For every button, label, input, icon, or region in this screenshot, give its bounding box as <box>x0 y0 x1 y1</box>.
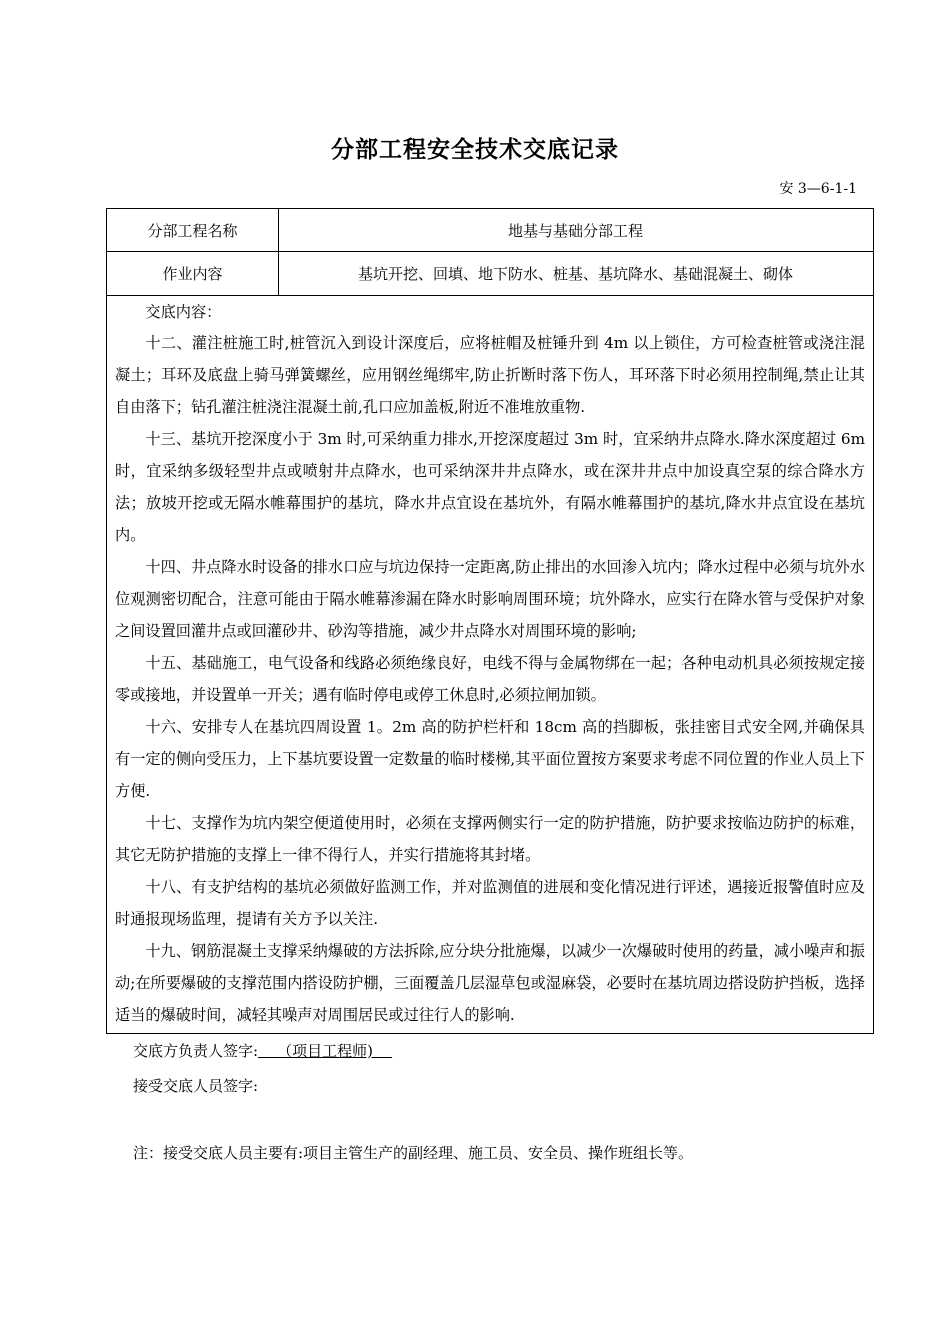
work-content-row <box>107 251 873 296</box>
footnote: 注：接受交底人员主要有:项目主管生产的副经理、施工员、安全员、操作班组长等。 <box>133 1144 694 1162</box>
paragraph-15: 十五、基础施工，电气设备和线路必须绝缘良好，电线不得与金属物绑在一起；各种电动机具必须按规定接零或接地，并设置单一开关；遇有临时停电或停工休息时,必须拉闸加锁。 <box>115 654 865 704</box>
paragraph-17: 十七、支撑作为坑内架空便道使用时，必须在支撑两侧实行一定的防护措施，防护要求按临边防护的标难，其它无防护措施的支撑上一律不得行人，并实行措施将其封堵。 <box>115 814 865 864</box>
project-name-label: 分部工程名称 <box>107 209 279 251</box>
paragraph-16: 十六、安排专人在基坑四周设置 1。2m 高的防护栏杆和 18cm 高的挡脚板，张挂密目式安全网,并确保具有一定的侧向受压力，上下基坑要设置一定数量的临时楼梯,其平面位置按方案要求考虑不同位置的作业人员上下方便. <box>115 718 865 800</box>
project-name-value: 地基与基础分部工程 <box>507 221 643 240</box>
paragraph-12: 十二、灌注桩施工时,桩管沉入到设计深度后，应将桩帽及桩锤升到 4m 以上锁住，方可检查桩管或浇注混凝土；耳环及底盘上骑马弹簧螺丝，应用钢丝绳绑牢,防止折断时落下伤人，耳环落下时必须用控制绳,禁止让其自由落下；钻孔灌注桩浇注混凝土前,孔口应加盖板,附近不准堆放重物. <box>115 334 865 416</box>
work-content-value: 基坑开挖、回填、地下防水、桩基、基坑降水、基础混凝土、砌体 <box>357 264 793 283</box>
briefing-intro: 交底内容： <box>145 303 222 321</box>
receiver-signature-label: 接受交底人员签字: <box>133 1077 259 1095</box>
project-name-row <box>107 209 873 252</box>
paragraph-13: 十三、基坑开挖深度小于 3m 时,可采纳重力排水,开挖深度超过 3m 时，宜采纳井点降水.降水深度超过 6m 时，宜采纳多级轻型井点或喷射井点降水，也可采纳深井井点降水，或在深井井点中加设真空泵的综合降水方法；放坡开挖或无隔水帷幕围护的基坑，降水井点宜设在基坑外，有隔水帷幕围护的基坑,降水井点宜设在基坑内。 <box>115 430 865 544</box>
giver-signature-label: 交底方负责人签字: <box>133 1042 259 1060</box>
document-code: 安 3—6-1-1 <box>779 181 857 197</box>
briefing-content <box>115 297 865 1031</box>
giver-signature <box>133 1040 392 1061</box>
work-content-label: 作业内容 <box>107 251 279 295</box>
record-form <box>106 208 874 1034</box>
giver-signature-value: （项目工程师) <box>258 1042 393 1060</box>
paragraph-14: 十四、井点降水时设备的排水口应与坑边保持一定距离,防止排出的水回渗入坑内；降水过程中必须与坑外水位观测密切配合，注意可能由于隔水帷幕渗漏在降水时影响周围环境；坑外降水，应实行在降水管与受保护对象之间设置回灌井点或回灌砂井、砂沟等措施，减少井点降水对周围环境的影响; <box>115 558 865 640</box>
paragraph-18: 十八、有支护结构的基坑必须做好监测工作，并对监测值的进展和变化情况进行评述，遇接近报警值时应及时通报现场监理，提请有关方予以关注. <box>115 878 865 928</box>
page-title: 分部工程安全技术交底记录 <box>331 137 619 163</box>
paragraph-19: 十九、钢筋混凝土支撑采纳爆破的方法拆除,应分块分批施爆，以减少一次爆破时使用的药量，减小噪声和振动;在所要爆破的支撑范围内搭设防护棚，三面覆盖几层湿草包或湿麻袋，必要时在基坑周边搭设防护挡板，选择适当的爆破时间，减轻其噪声对周围居民或过往行人的影响. <box>115 942 865 1024</box>
